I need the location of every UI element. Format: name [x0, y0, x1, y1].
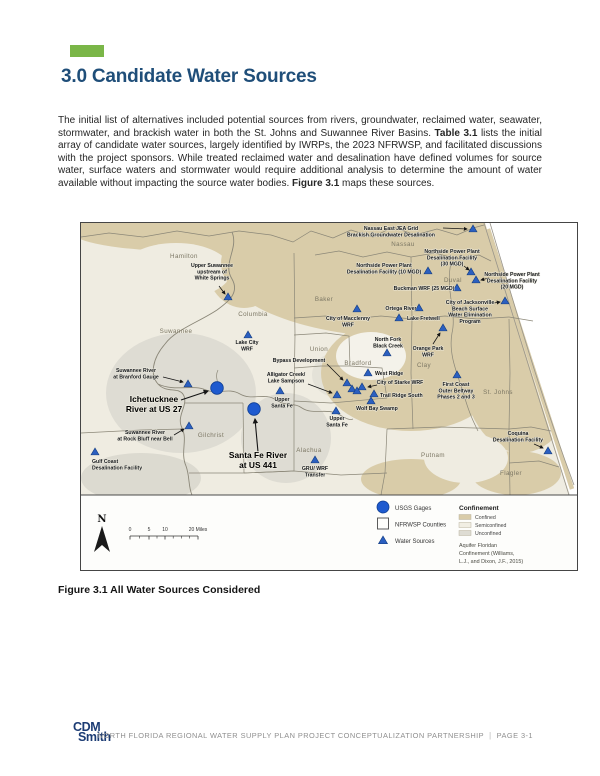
water-source-label: Upper Santa Fe — [271, 397, 293, 410]
scale-label: 20 Miles — [188, 527, 208, 533]
water-sources-map — [81, 223, 577, 570]
legend-confinement-title: Confinement — [459, 505, 499, 512]
county-label: Duval — [444, 277, 462, 284]
water-source-label: Coquina Desalination Facility — [492, 431, 544, 444]
water-source-label: Northside Power Plant Desalination Facility (20 MGD) — [484, 272, 540, 291]
water-source-label: Lake City WRF — [235, 340, 259, 353]
water-source-label: Lake Fretwell — [407, 316, 440, 322]
county-label: St. Johns — [483, 389, 513, 396]
water-source-label: City of Jacksonville Beach Surface Water Elimination Program — [445, 300, 495, 325]
usgs-gage-icon — [248, 403, 261, 416]
water-source-label: Suwannee River at Branford Gauge — [113, 368, 159, 381]
bold-reference: Figure 3.1 — [292, 177, 340, 189]
scale-label: 10 — [162, 527, 168, 533]
county-label: Columbia — [238, 311, 268, 318]
legend-gage-icon — [377, 501, 389, 513]
water-source-label: Gulf Coast Desalination Facility — [92, 459, 143, 472]
footer-page-number: PAGE 3-1 — [496, 731, 533, 740]
usgs-gage-icon — [211, 382, 224, 395]
section-accent-square — [70, 45, 104, 57]
north-arrow-label: N — [97, 514, 107, 525]
county-label: Baker — [314, 296, 334, 303]
footer-title: NORTH FLORIDA REGIONAL WATER SUPPLY PLAN PROJECT CONCEPTUALIZATION PARTNERSHIP — [97, 731, 484, 740]
legend-label: USGS Gages — [395, 506, 432, 512]
paragraph-text: The initial list of alternatives included potential sources from rivers, groundwater, reclaimed water, seawater, stormwater, and brackish water in both the St. Johns and Suwannee River Basins. — [58, 115, 542, 139]
water-source-label: GRU/ WRF Transfer — [301, 466, 329, 479]
bold-reference: Table 3.1 — [434, 127, 478, 139]
legend-county-icon — [378, 518, 389, 529]
county-label: Union — [309, 346, 329, 353]
county-label: Hamilton — [170, 253, 198, 260]
water-source-label: Bypass Development — [272, 358, 326, 364]
water-source-label: Trail Ridge South — [380, 393, 423, 399]
logo-line-1: CDM — [73, 720, 101, 734]
county-label: Suwannee — [159, 328, 193, 335]
water-source-label: City of Starke WRF — [376, 380, 424, 386]
water-source-label: Northside Power Plant Desalination Facility (30 MGD) — [424, 249, 480, 268]
county-label: Nassau — [391, 241, 415, 248]
gage-label: Santa Fe River at US 441 — [228, 450, 288, 470]
confinement-swatch — [459, 523, 471, 528]
county-label: Bradford — [344, 360, 372, 367]
logo-line-2: Smith — [78, 730, 111, 744]
water-source-label: Northside Power Plant Desalination Facility (10 MGD) — [346, 263, 422, 276]
paragraph-text: lists the initial array of candidate water sources, largely identified by IWRPs, the 2023 NFRWSP, and facilitated discussions with the project sponsors. While treated reclaimed water and desalination have defined volumes for source water, surface waters and stormwater would require additional analysis to determine the amount of water available without impacting the source water bodies. — [58, 127, 542, 189]
legend-label: NFRWSP Counties — [395, 522, 447, 529]
water-source-label: Nassau East JEA Grid Brackish Groundwater Desalination — [347, 226, 435, 239]
county-label: Putnam — [421, 452, 445, 459]
water-source-label: Buckman WRF (25 MGD) — [393, 286, 455, 292]
gage-label: Ichetucknee River at US 27 — [125, 394, 183, 414]
county-label: Flagler — [500, 470, 522, 477]
figure-3-1-map — [80, 222, 578, 571]
county-label: Clay — [416, 362, 432, 369]
water-source-label: Orange Park WRF — [412, 346, 444, 359]
section-title: 3.0 Candidate Water Sources — [61, 66, 317, 87]
legend-label: Water Sources — [395, 539, 435, 545]
water-source-label: Ortega River — [385, 306, 417, 312]
water-source-label: First Coast Outer Beltway Phases 2 and 3 — [437, 382, 475, 401]
figure-caption: Figure 3.1 All Water Sources Considered — [58, 584, 261, 596]
water-source-label: Upper Santa Fe — [326, 416, 348, 429]
scale-label: 0 — [128, 527, 132, 533]
water-source-label: Suwannee River at Rock Bluff near Bell — [117, 430, 173, 443]
water-source-label: Upper Suwannee upstream of White Springs — [190, 263, 234, 282]
confinement-label: Confined — [475, 515, 496, 521]
water-source-label: West Ridge — [375, 371, 404, 377]
confinement-label: Unconfined — [475, 531, 502, 537]
water-source-label: Wolf Bay Swamp — [356, 406, 398, 412]
footer-text — [98, 730, 533, 740]
legend-citation: Aquifer Floridan Confinement (Williams, L.J., and Dixon, J.F., 2015) — [459, 543, 524, 565]
scale-label: 5 — [147, 527, 151, 533]
confinement-label: Semiconfined — [475, 523, 507, 529]
water-source-label: North Fork Black Creek — [373, 337, 403, 350]
paragraph-text: maps these sources. — [339, 177, 435, 189]
confinement-swatch — [459, 531, 471, 536]
water-source-label: City of Macclenny WRF — [325, 316, 371, 329]
intro-paragraph — [58, 115, 542, 190]
confinement-swatch — [459, 515, 471, 520]
county-label: Alachua — [296, 447, 322, 454]
county-label: Gilchrist — [197, 432, 225, 439]
water-source-label: Alligator Creek/ Lake Sampson — [266, 372, 306, 385]
footer-separator: | — [489, 730, 492, 740]
